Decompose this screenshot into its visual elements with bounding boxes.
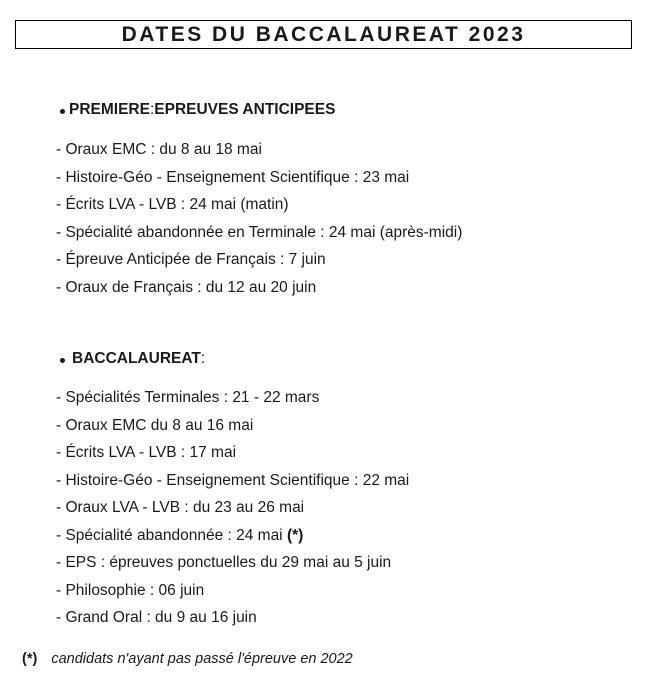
list-item: - Philosophie : 06 juin: [56, 581, 205, 599]
section-heading-premiere-label: PREMIERE: [69, 101, 150, 118]
list-item: - Oraux LVA - LVB : du 23 au 26 mai: [56, 499, 305, 516]
list-item: - Oraux EMC : du 8 au 18 mai: [56, 141, 262, 158]
list-item-text: - Spécialité abandonnée : 24 mai: [56, 526, 287, 544]
list-item: - Spécialité abandonnée en Terminale : 24 mai (après-midi): [56, 223, 463, 241]
list-item: - Écrits LVA - LVB : 17 mai: [56, 444, 237, 461]
section-heading-baccalaureat-separator: :: [200, 350, 206, 367]
list-item-marked: [56, 522, 409, 550]
section-heading-baccalaureat: [60, 350, 205, 368]
footnote-mark: (*): [22, 651, 38, 667]
list-item: - Histoire-Géo - Enseignement Scientifique : 22 mai: [56, 471, 410, 489]
section-heading-premiere-tail: EPREUVES ANTICIPEES: [154, 101, 336, 118]
baccalaureat-dates-list: [56, 384, 409, 632]
list-item: - Oraux EMC du 8 au 16 mai: [56, 416, 254, 434]
list-item: - Spécialités Terminales : 21 - 22 mars: [56, 389, 320, 406]
section-heading-premiere: [60, 101, 335, 119]
list-item: - Grand Oral : du 9 au 16 juin: [56, 609, 257, 626]
bullet-icon: [60, 109, 65, 114]
bullet-icon: [60, 358, 65, 363]
list-item: - Épreuve Anticipée de Français : 7 juin: [56, 251, 326, 268]
list-item: - Histoire-Géo - Enseignement Scientifique : 23 mai: [56, 168, 410, 186]
section-heading-premiere-separator: :: [149, 101, 155, 118]
footnote-mark: (*): [286, 526, 304, 544]
page-title: DATES DU BACCALAUREAT 2023: [121, 22, 526, 46]
list-item: - EPS : épreuves ponctuelles du 29 mai au 5 juin: [56, 554, 392, 571]
section-heading-baccalaureat-label: BACCALAUREAT: [72, 350, 201, 367]
footnote-text: candidats n'ayant pas passé l'épreuve en 2022: [51, 651, 353, 667]
list-item: - Oraux de Français : du 12 au 20 juin: [56, 278, 317, 296]
list-item: - Écrits LVA - LVB : 24 mai (matin): [56, 196, 289, 213]
premiere-dates-list: [56, 136, 462, 301]
title-box: [15, 20, 632, 49]
footnote: [22, 651, 353, 667]
